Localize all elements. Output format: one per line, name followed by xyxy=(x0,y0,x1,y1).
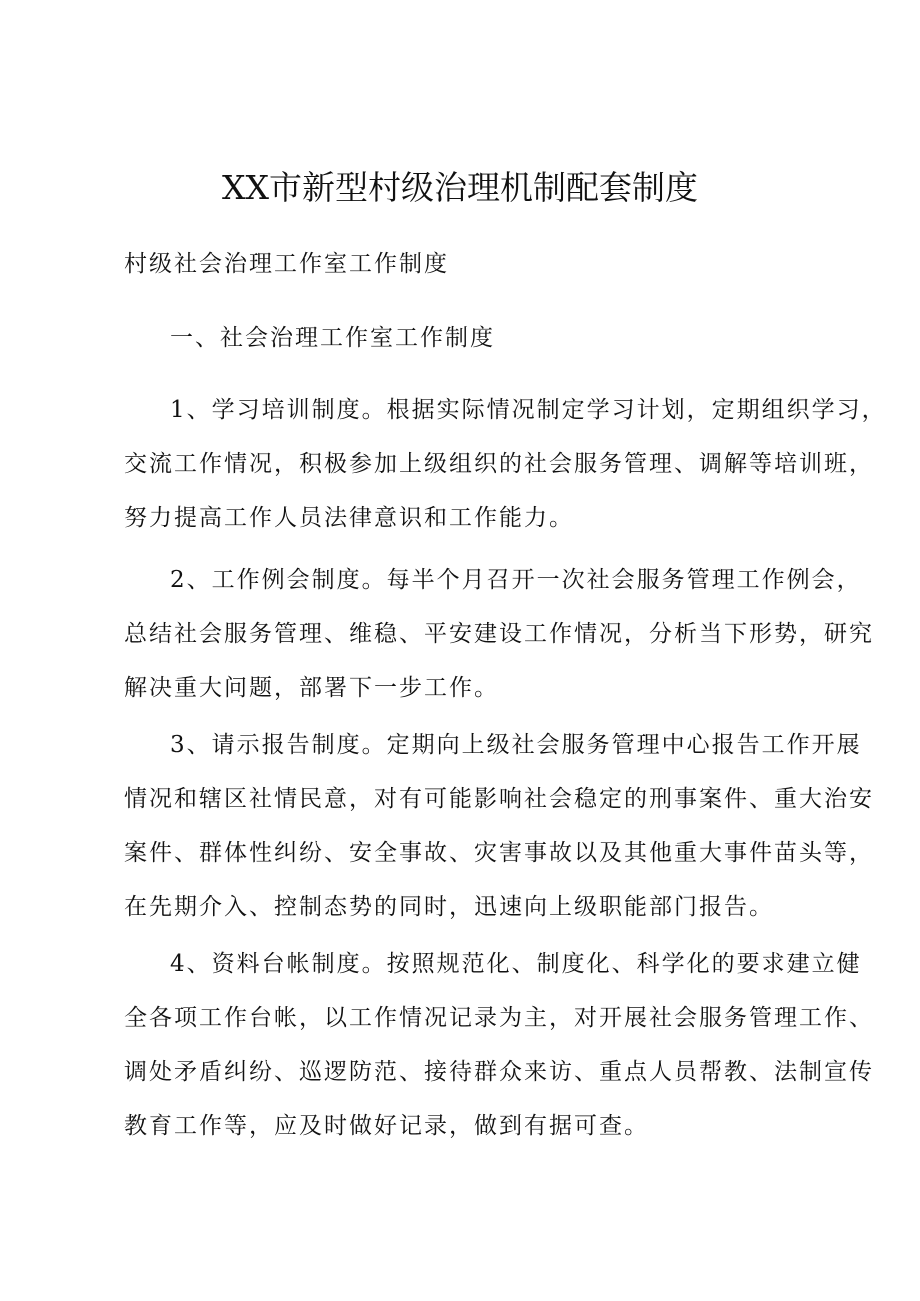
paragraph-line: 努力提高工作人员法律意识和工作能力。 xyxy=(124,505,574,531)
paragraph-line: 总结社会服务管理、维稳、平安建设工作情况，分析当下形势，研究 xyxy=(124,621,874,647)
paragraph-line: 情况和辖区社情民意，对有可能影响社会稳定的刑事案件、重大治安 xyxy=(124,786,874,812)
paragraph-line: 全各项工作台帐，以工作情况记录为主，对开展社会服务管理工作、 xyxy=(124,1005,874,1031)
paragraph-3 xyxy=(124,718,874,934)
paragraph-line: 教育工作等，应及时做好记录，做到有据可查。 xyxy=(124,1113,649,1139)
paragraph-line: 案件、群体性纠纷、安全事故、灾害事故以及其他重大事件苗头等， xyxy=(124,840,874,866)
paragraph-line: 1、学习培训制度。根据实际情况制定学习计划，定期组织学习， xyxy=(170,397,887,423)
document-subtitle: 村级社会治理工作室工作制度 xyxy=(124,251,449,277)
paragraph-4 xyxy=(124,937,874,1153)
paragraph-line: 解决重大问题，部署下一步工作。 xyxy=(124,675,499,701)
section-heading: 一、社会治理工作室工作制度 xyxy=(170,325,495,351)
paragraph-line: 4、资料台帐制度。按照规范化、制度化、科学化的要求建立健 xyxy=(170,951,862,977)
paragraph-line: 调处矛盾纠纷、巡逻防范、接待群众来访、重点人员帮教、法制宣传 xyxy=(124,1059,874,1085)
paragraph-line: 交流工作情况，积极参加上级组织的社会服务管理、调解等培训班， xyxy=(124,451,874,477)
paragraph-line: 3、请示报告制度。定期向上级社会服务管理中心报告工作开展 xyxy=(170,732,862,758)
paragraph-line: 在先期介入、控制态势的同时，迅速向上级职能部门报告。 xyxy=(124,894,774,920)
paragraph-2 xyxy=(124,553,874,715)
paragraph-1 xyxy=(124,383,887,545)
paragraph-line: 2、工作例会制度。每半个月召开一次社会服务管理工作例会， xyxy=(170,567,862,593)
document-title: XX市新型村级治理机制配套制度 xyxy=(222,168,698,207)
